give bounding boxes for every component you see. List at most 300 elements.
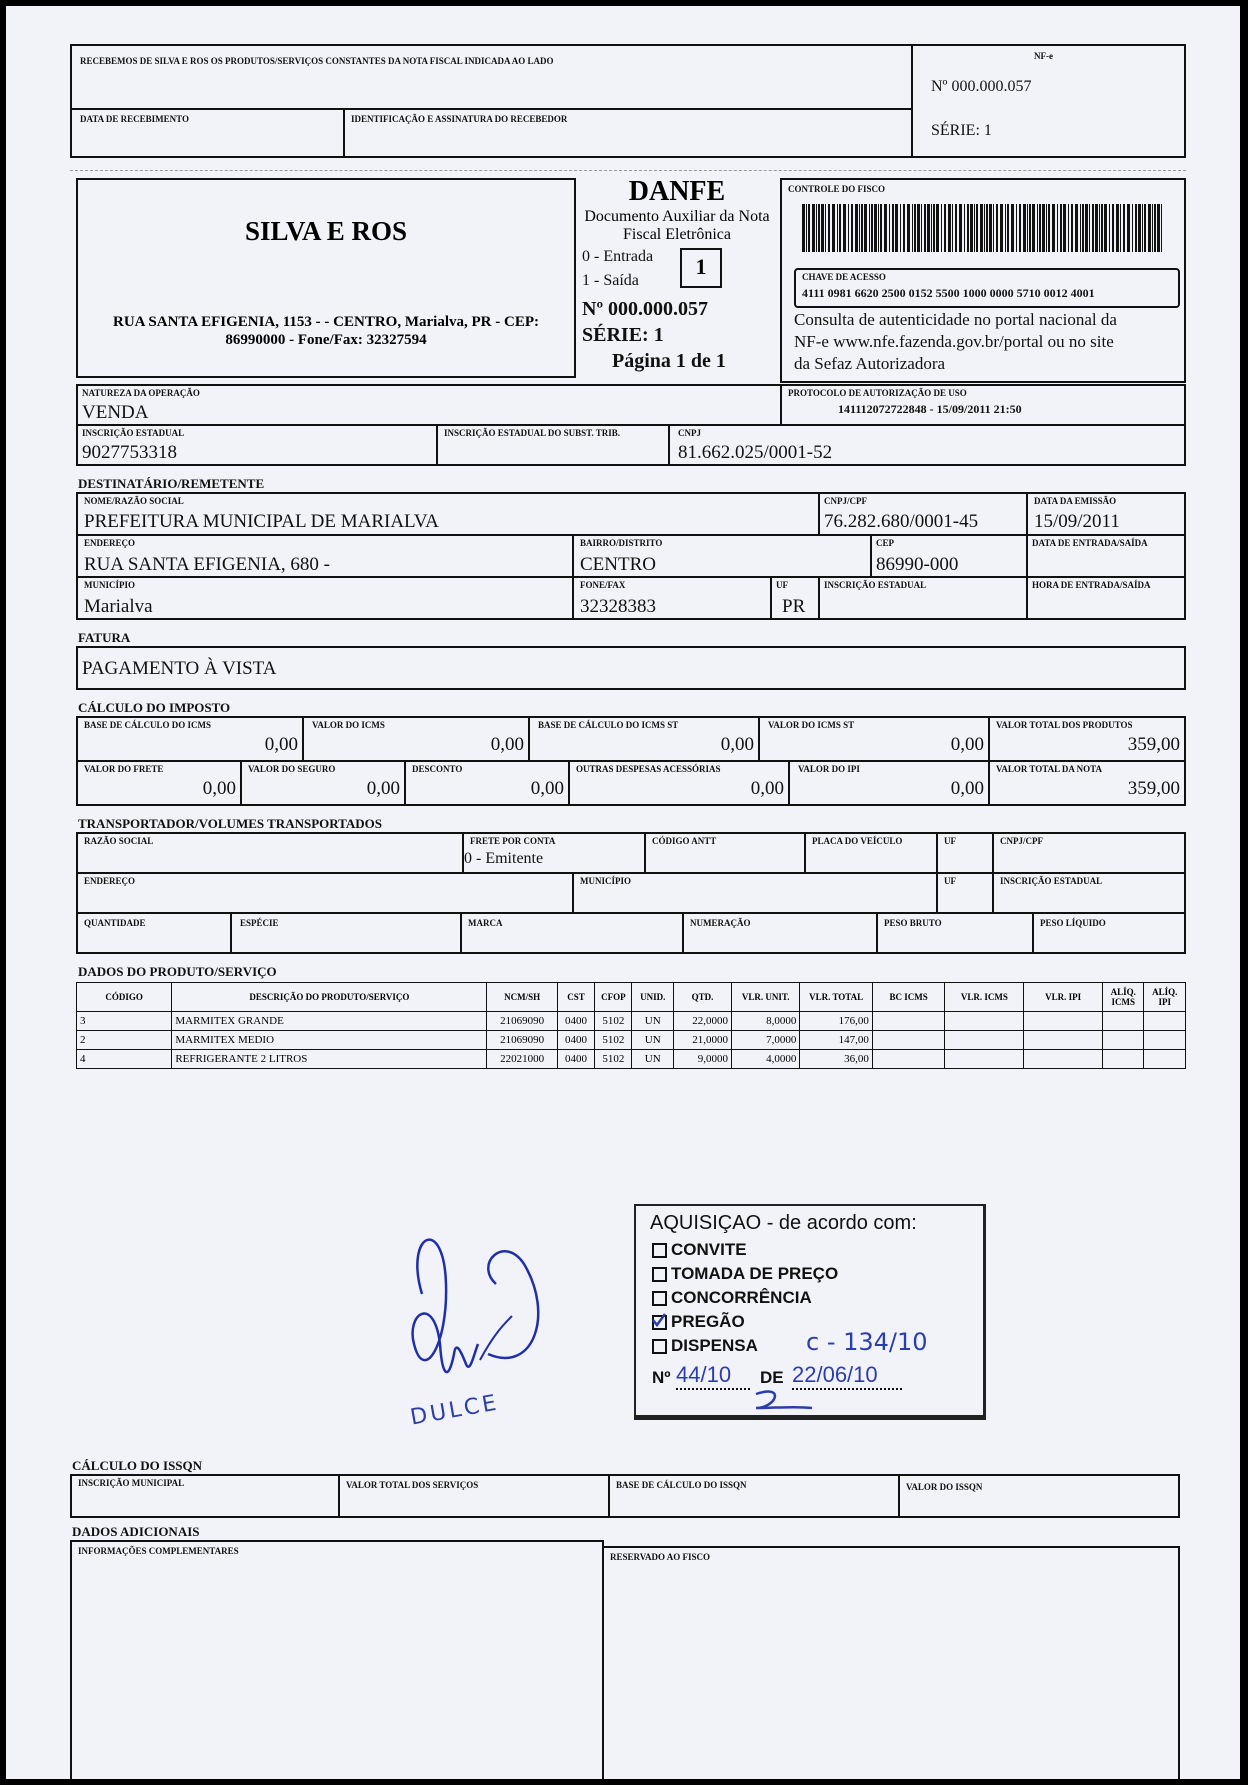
table-cell: 5102 xyxy=(595,1012,632,1031)
barcode-bar xyxy=(952,204,953,252)
products-header-cell: VLR. ICMS xyxy=(945,983,1024,1012)
barcode-bar xyxy=(869,204,870,252)
dest-cnpj-label: CNPJ/CPF xyxy=(824,496,867,506)
transp-marca-label: MARCA xyxy=(468,918,503,928)
stamp-option-tomada: TOMADA DE PREÇO xyxy=(652,1264,838,1284)
barcode-bar xyxy=(1057,204,1058,252)
table-cell: 2 xyxy=(77,1031,172,1050)
barcode-bar xyxy=(933,204,935,252)
imposto-section-title: CÁLCULO DO IMPOSTO xyxy=(78,700,231,715)
danfe-tipo: 1 xyxy=(695,254,707,279)
barcode-bar xyxy=(1099,204,1100,252)
table-cell: MARMITEX GRANDE xyxy=(172,1012,487,1031)
barcode-bar xyxy=(1027,204,1028,252)
table-cell: 7,0000 xyxy=(731,1031,799,1050)
table-cell xyxy=(945,1050,1024,1069)
reservado-fisco-box xyxy=(602,1546,1180,1779)
barcode-bar xyxy=(1048,204,1050,252)
dest-bairro: CENTRO xyxy=(580,554,656,575)
table-cell xyxy=(1102,1012,1143,1031)
danfe-subtitle-1: Documento Auxiliar da Nota xyxy=(584,208,770,225)
stamp-annotation: c - 134/10 xyxy=(806,1328,928,1356)
signature-name: DULCE xyxy=(408,1390,502,1431)
barcode-bar xyxy=(864,204,867,252)
table-cell: UN xyxy=(632,1031,673,1050)
barcode-bar xyxy=(986,204,988,252)
barcode-bar xyxy=(821,204,824,252)
table-cell: REFRIGERANTE 2 LITROS xyxy=(172,1050,487,1069)
ie-label: INSCRIÇÃO ESTADUAL xyxy=(82,428,185,438)
barcode-bar xyxy=(1161,204,1162,252)
base-icms: 0,00 xyxy=(264,734,298,755)
barcode-bar xyxy=(989,204,992,252)
barcode-bar xyxy=(895,204,898,252)
dest-bairro-label: BAIRRO/DISTRITO xyxy=(580,538,663,548)
table-cell: 22,0000 xyxy=(673,1012,731,1031)
table-cell xyxy=(872,1050,945,1069)
outras-label: OUTRAS DESPESAS ACESSÓRIAS xyxy=(576,764,721,774)
ie-st-label: INSCRIÇÃO ESTADUAL DO SUBST. TRIB. xyxy=(444,428,621,438)
dest-endereco: RUA SANTA EFIGENIA, 680 - xyxy=(84,554,331,575)
base-st-label: BASE DE CÁLCULO DO ICMS ST xyxy=(538,720,679,730)
barcode-bar xyxy=(1063,204,1066,252)
barcode-bar xyxy=(941,204,942,252)
barcode-bar xyxy=(1082,204,1084,252)
barcode-bar xyxy=(1052,204,1055,252)
ipi-label: VALOR DO IPI xyxy=(798,764,860,774)
barcode-bar xyxy=(1007,204,1009,252)
barcode-bar xyxy=(1109,204,1110,252)
barcode-bar xyxy=(1075,204,1078,252)
dest-emissao: 15/09/2011 xyxy=(1034,511,1120,532)
table-cell xyxy=(872,1031,945,1050)
transp-peso-liquido-label: PESO LÍQUIDO xyxy=(1040,918,1106,928)
table-cell: 0400 xyxy=(557,1012,594,1031)
products-header-cell: BC ICMS xyxy=(872,983,945,1012)
ipi-value: 0,00 xyxy=(950,778,984,799)
issqn-valor-box xyxy=(898,1474,1180,1518)
valor-st-label: VALOR DO ICMS ST xyxy=(768,720,855,730)
issqn-base-label: BASE DE CÁLCULO DO ISSQN xyxy=(616,1480,747,1490)
barcode-bar xyxy=(839,204,841,252)
table-cell: 36,00 xyxy=(800,1050,873,1069)
products-header-cell: VLR. IPI xyxy=(1024,983,1103,1012)
identificacao-recebedor-label: IDENTIFICAÇÃO E ASSINATURA DO RECEBEDOR xyxy=(351,114,568,124)
checkbox-icon xyxy=(652,1267,667,1282)
barcode-bar xyxy=(1104,204,1107,252)
table-cell xyxy=(1144,1012,1186,1031)
table-cell: UN xyxy=(632,1050,673,1069)
total-produtos: 359,00 xyxy=(1127,734,1180,755)
barcode-bar xyxy=(1005,204,1006,252)
table-cell: 0400 xyxy=(557,1031,594,1050)
table-cell: 21069090 xyxy=(487,1031,557,1050)
barcode-bar xyxy=(1157,204,1160,252)
emitente-endereco-1: RUA SANTA EFIGENIA, 1153 - - CENTRO, Marialva, PR - CEP: xyxy=(113,314,539,330)
products-table xyxy=(76,982,1186,1069)
table-cell: 3 xyxy=(77,1012,172,1031)
barcode-bar xyxy=(955,204,957,252)
transp-quantidade-label: QUANTIDADE xyxy=(84,918,146,928)
barcode-bar xyxy=(1071,204,1073,252)
dest-cep: 86990-000 xyxy=(876,554,959,575)
barcode-bar xyxy=(1142,204,1143,252)
products-header-cell: CÓDIGO xyxy=(77,983,172,1012)
dest-uf-label: UF xyxy=(776,580,788,590)
barcode-bar xyxy=(970,204,973,252)
acquisition-stamp xyxy=(634,1204,986,1420)
dest-fone: 32328383 xyxy=(580,596,656,617)
barcode-bar xyxy=(1092,204,1094,252)
dest-cnpj: 76.282.680/0001-45 xyxy=(824,511,979,532)
cnpj-emitente: 81.662.025/0001-52 xyxy=(678,442,833,463)
stamp-option-concorrencia: CONCORRÊNCIA xyxy=(652,1288,812,1308)
stamp-option-convite: CONVITE xyxy=(652,1240,747,1260)
barcode-bar xyxy=(931,204,932,252)
barcode-bar xyxy=(903,204,905,252)
barcode-bar xyxy=(1080,204,1081,252)
table-cell: 176,00 xyxy=(800,1012,873,1031)
chave-acesso: 4111 0981 6620 2500 0152 5500 1000 0000 5710 0012 4001 xyxy=(802,286,1095,300)
barcode-bar xyxy=(1116,204,1119,252)
transp-razao-label: RAZÃO SOCIAL xyxy=(84,836,154,846)
table-cell xyxy=(1102,1031,1143,1050)
transportador-section-title: TRANSPORTADOR/VOLUMES TRANSPORTADOS xyxy=(78,816,383,831)
stamp-numero: 44/10 xyxy=(676,1362,750,1390)
barcode-bar xyxy=(1123,204,1125,252)
issqn-valor-label: VALOR DO ISSQN xyxy=(906,1482,983,1492)
checkbox-icon xyxy=(652,1291,667,1306)
barcode-bar xyxy=(843,204,846,252)
barcode-bar xyxy=(1152,204,1153,252)
barcode-bar xyxy=(984,204,985,252)
dest-ie-label: INSCRIÇÃO ESTADUAL xyxy=(824,580,927,590)
products-body xyxy=(77,1012,1186,1069)
products-header-cell: ALÍQ. ICMS xyxy=(1102,983,1143,1012)
frete-value: 0,00 xyxy=(202,778,236,799)
protocolo: 141112072722848 - 15/09/2011 21:50 xyxy=(838,402,1022,416)
issqn-im-label: INSCRIÇÃO MUNICIPAL xyxy=(78,1478,185,1488)
barcode-bar xyxy=(1023,204,1026,252)
cnpj-emitente-label: CNPJ xyxy=(678,428,701,438)
stamp-data: 22/06/10 xyxy=(792,1362,902,1390)
canhoto-recebemos-text: RECEBEMOS DE SILVA E ROS OS PRODUTOS/SERVIÇOS CONSTANTES DA NOTA FISCAL INDICADA AO LADO xyxy=(80,56,554,66)
table-row xyxy=(77,1050,1186,1069)
barcode-bar xyxy=(900,204,901,252)
emitente-nome: SILVA E ROS xyxy=(244,216,408,246)
barcode-bar xyxy=(1068,204,1069,252)
transp-endereco-label: ENDEREÇO xyxy=(84,876,136,886)
barcode-bar xyxy=(878,204,879,252)
barcode-bar xyxy=(1127,204,1130,252)
checkbox-icon xyxy=(652,1339,667,1354)
transp-cnpj-label: CNPJ/CPF xyxy=(1000,836,1043,846)
destinatario-section-title: DESTINATÁRIO/REMETENTE xyxy=(78,476,265,491)
consulta-1: Consulta de autenticidade no portal nacional da xyxy=(794,310,1117,329)
dest-uf: PR xyxy=(782,596,806,617)
barcode-bar xyxy=(967,204,969,252)
transp-uf2-label: UF xyxy=(944,876,956,886)
table-cell: 22021000 xyxy=(487,1050,557,1069)
barcode-bar xyxy=(914,204,916,252)
barcode-bar xyxy=(874,204,877,252)
stamp-title: AQUISIÇAO - de acordo com: xyxy=(650,1212,917,1234)
transp-peso-bruto-label: PESO BRUTO xyxy=(884,918,942,928)
barcode-bar xyxy=(889,204,890,252)
barcode-bar xyxy=(859,204,860,252)
products-header-cell: VLR. TOTAL xyxy=(800,983,873,1012)
barcode-bar xyxy=(976,204,978,252)
total-nota: 359,00 xyxy=(1127,778,1180,799)
table-row xyxy=(77,1031,1186,1050)
danfe-subtitle-2: Fiscal Eletrônica xyxy=(623,226,731,243)
table-cell: 21,0000 xyxy=(673,1031,731,1050)
barcode-bar xyxy=(1060,204,1062,252)
valor-icms: 0,00 xyxy=(490,734,524,755)
transp-endereco-box xyxy=(76,872,574,914)
dest-fone-label: FONE/FAX xyxy=(580,580,626,590)
consulta-3: da Sefaz Autorizadora xyxy=(794,354,946,373)
barcode xyxy=(802,204,1166,252)
natureza-label: NATUREZA DA OPERAÇÃO xyxy=(82,388,200,398)
barcode-bar xyxy=(1144,204,1146,252)
barcode-bar xyxy=(1095,204,1098,252)
stamp-data-prefix: DE xyxy=(760,1368,784,1387)
danfe-page xyxy=(6,6,1240,1779)
products-header-cell: DESCRIÇÃO DO PRODUTO/SERVIÇO xyxy=(172,983,487,1012)
table-cell: 4 xyxy=(77,1050,172,1069)
transp-municipio-label: MUNICÍPIO xyxy=(580,876,631,886)
reservado-fisco-label: RESERVADO AO FISCO xyxy=(610,1552,711,1562)
danfe-pagina: Página 1 de 1 xyxy=(612,350,726,372)
dest-nome-label: NOME/RAZÃO SOCIAL xyxy=(84,496,184,506)
barcode-bar xyxy=(892,204,894,252)
dest-cep-label: CEP xyxy=(876,538,894,548)
issqn-section-title: CÁLCULO DO ISSQN xyxy=(72,1458,203,1473)
barcode-bar xyxy=(1135,204,1137,252)
danfe-title: DANFE xyxy=(628,176,726,207)
table-cell: 5102 xyxy=(595,1031,632,1050)
products-header-cell: ALÍQ. IPI xyxy=(1144,983,1186,1012)
table-cell: 147,00 xyxy=(800,1031,873,1050)
produtos-section-title: DADOS DO PRODUTO/SERVIÇO xyxy=(78,964,277,979)
danfe-numero: Nº 000.000.057 xyxy=(582,298,709,320)
table-cell xyxy=(1144,1031,1186,1050)
controle-fisco-label: CONTROLE DO FISCO xyxy=(788,184,886,194)
checkbox-icon xyxy=(652,1243,667,1258)
barcode-bar xyxy=(832,204,835,252)
products-header-cell: UNID. xyxy=(632,983,673,1012)
table-cell: 0400 xyxy=(557,1050,594,1069)
table-cell: 9,0000 xyxy=(673,1050,731,1069)
barcode-bar xyxy=(907,204,910,252)
total-produtos-label: VALOR TOTAL DOS PRODUTOS xyxy=(996,720,1133,730)
barcode-bar xyxy=(861,204,863,252)
table-cell xyxy=(1024,1050,1103,1069)
info-complementares-label: INFORMAÇÕES COMPLEMENTARES xyxy=(78,1546,239,1556)
barcode-bar xyxy=(1037,204,1038,252)
barcode-bar xyxy=(806,204,807,252)
transp-uf-label: UF xyxy=(944,836,956,846)
table-cell xyxy=(1144,1050,1186,1069)
transp-antt-label: CÓDIGO ANTT xyxy=(652,836,717,846)
products-header-cell: VLR. UNIT. xyxy=(731,983,799,1012)
table-cell xyxy=(1024,1012,1103,1031)
barcode-bar xyxy=(1132,204,1133,252)
barcode-bar xyxy=(828,204,830,252)
barcode-bar xyxy=(871,204,873,252)
barcode-bar xyxy=(1112,204,1114,252)
transp-placa-label: PLACA DO VEÍCULO xyxy=(812,836,903,846)
fatura-section-title: FATURA xyxy=(78,630,131,645)
dest-municipio: Marialva xyxy=(84,596,153,617)
barcode-bar xyxy=(959,204,962,252)
table-row xyxy=(77,1012,1186,1031)
barcode-bar xyxy=(851,204,853,252)
outras-value: 0,00 xyxy=(750,778,784,799)
valor-icms-label: VALOR DO ICMS xyxy=(312,720,385,730)
table-cell: UN xyxy=(632,1012,673,1031)
barcode-bar xyxy=(884,204,887,252)
frete-label: VALOR DO FRETE xyxy=(84,764,164,774)
barcode-bar xyxy=(980,204,983,252)
barcode-bar xyxy=(948,204,951,252)
barcode-bar xyxy=(921,204,922,252)
valor-st: 0,00 xyxy=(950,734,984,755)
table-cell: 8,0000 xyxy=(731,1012,799,1031)
dest-emissao-label: DATA DA EMISSÃO xyxy=(1034,496,1117,506)
barcode-bar xyxy=(1138,204,1141,252)
products-header-cell: NCM/SH xyxy=(487,983,557,1012)
barcode-bar xyxy=(1154,204,1156,252)
barcode-bar xyxy=(816,204,817,252)
barcode-bar xyxy=(912,204,913,252)
base-st: 0,00 xyxy=(720,734,754,755)
barcode-bar xyxy=(1011,204,1014,252)
table-cell: MARMITEX MEDIO xyxy=(172,1031,487,1050)
table-cell xyxy=(945,1012,1024,1031)
barcode-bar xyxy=(1029,204,1031,252)
barcode-bar xyxy=(936,204,939,252)
barcode-bar xyxy=(1046,204,1047,252)
protocolo-label: PROTOCOLO DE AUTORIZAÇÃO DE USO xyxy=(788,388,967,398)
barcode-bar xyxy=(964,204,965,252)
barcode-bar xyxy=(1120,204,1121,252)
barcode-bar xyxy=(818,204,820,252)
cut-line xyxy=(70,170,1186,171)
fatura-texto: PAGAMENTO À VISTA xyxy=(82,658,277,679)
info-complementares-box xyxy=(70,1540,604,1779)
danfe-saida: 1 - Saída xyxy=(582,272,639,289)
barcode-bar xyxy=(837,204,838,252)
canhoto-nfe-box xyxy=(911,44,1186,158)
dest-nome: PREFEITURA MUNICIPAL DE MARIALVA xyxy=(84,511,439,532)
seguro-value: 0,00 xyxy=(366,778,400,799)
barcode-bar xyxy=(944,204,946,252)
consulta-2: NF-e www.nfe.fazenda.gov.br/portal ou no site xyxy=(794,332,1114,351)
base-icms-label: BASE DE CÁLCULO DO ICMS xyxy=(84,720,212,730)
barcode-bar xyxy=(1042,204,1045,252)
barcode-bar xyxy=(808,204,810,252)
products-header-cell: CST xyxy=(557,983,594,1012)
data-recebimento-label: DATA DE RECEBIMENTO xyxy=(80,114,190,124)
barcode-bar xyxy=(927,204,930,252)
barcode-bar xyxy=(812,204,815,252)
stamp-numero-prefix: Nº xyxy=(652,1368,671,1387)
barcode-bar xyxy=(1016,204,1017,252)
table-cell xyxy=(1102,1050,1143,1069)
barcode-bar xyxy=(993,204,994,252)
transp-especie-label: ESPÉCIE xyxy=(240,918,279,928)
barcode-bar xyxy=(855,204,858,252)
products-header-row xyxy=(77,983,1186,1012)
ie-value: 9027753318 xyxy=(82,442,177,463)
table-cell: 4,0000 xyxy=(731,1050,799,1069)
products-header-cell: QTD. xyxy=(673,983,731,1012)
dest-entrada-saida-label: DATA DE ENTRADA/SAÍDA xyxy=(1032,538,1148,548)
barcode-bar xyxy=(924,204,926,252)
emitente-endereco-2: 86990000 - Fone/Fax: 32327594 xyxy=(225,332,427,348)
issqn-servicos-label: VALOR TOTAL DOS SERVIÇOS xyxy=(346,1480,479,1490)
danfe-entrada: 0 - Entrada xyxy=(582,248,654,265)
stamp-initials xyxy=(746,1388,816,1414)
barcode-bar xyxy=(1000,204,1003,252)
barcode-bar xyxy=(825,204,826,252)
checkbox-checked-icon xyxy=(652,1315,667,1330)
dest-endereco-label: ENDEREÇO xyxy=(84,538,136,548)
table-cell: 5102 xyxy=(595,1050,632,1069)
transp-ie-label: INSCRIÇÃO ESTADUAL xyxy=(1000,876,1103,886)
canhoto-serie: SÉRIE: 1 xyxy=(931,122,992,139)
desconto-label: DESCONTO xyxy=(412,764,463,774)
table-cell: 21069090 xyxy=(487,1012,557,1031)
transp-frete-label: FRETE POR CONTA xyxy=(470,836,556,846)
chave-acesso-label: CHAVE DE ACESSO xyxy=(802,272,886,282)
canhoto-numero: Nº 000.000.057 xyxy=(931,78,1032,95)
barcode-bar xyxy=(1089,204,1090,252)
adicionais-section-title: DADOS ADICIONAIS xyxy=(72,1524,200,1539)
transp-numeracao-label: NUMERAÇÃO xyxy=(690,918,751,928)
barcode-bar xyxy=(1085,204,1088,252)
desconto-value: 0,00 xyxy=(530,778,564,799)
stamp-option-pregao: PREGÃO xyxy=(652,1312,745,1332)
barcode-bar xyxy=(1148,204,1151,252)
products-header-cell: CFOP xyxy=(595,983,632,1012)
barcode-bar xyxy=(880,204,882,252)
danfe-serie: SÉRIE: 1 xyxy=(582,324,664,346)
transp-frete: 0 - Emitente xyxy=(464,850,544,867)
barcode-bar xyxy=(1019,204,1021,252)
natureza-operacao: VENDA xyxy=(82,402,149,423)
barcode-bar xyxy=(802,204,805,252)
canhoto-nfe-label: NF-e xyxy=(1034,51,1053,61)
dest-hora-label: HORA DE ENTRADA/SAÍDA xyxy=(1032,580,1151,590)
dest-municipio-label: MUNICÍPIO xyxy=(84,580,135,590)
barcode-bar xyxy=(1032,204,1035,252)
barcode-bar xyxy=(996,204,998,252)
barcode-bar xyxy=(1039,204,1041,252)
table-cell xyxy=(1024,1031,1103,1050)
barcode-bar xyxy=(1101,204,1103,252)
barcode-bar xyxy=(917,204,920,252)
table-cell xyxy=(945,1031,1024,1050)
total-nota-label: VALOR TOTAL DA NOTA xyxy=(996,764,1102,774)
seguro-label: VALOR DO SEGURO xyxy=(248,764,336,774)
barcode-bar xyxy=(848,204,849,252)
stamp-option-dispensa: DISPENSA xyxy=(652,1336,758,1356)
barcode-bar xyxy=(974,204,975,252)
table-cell xyxy=(872,1012,945,1031)
